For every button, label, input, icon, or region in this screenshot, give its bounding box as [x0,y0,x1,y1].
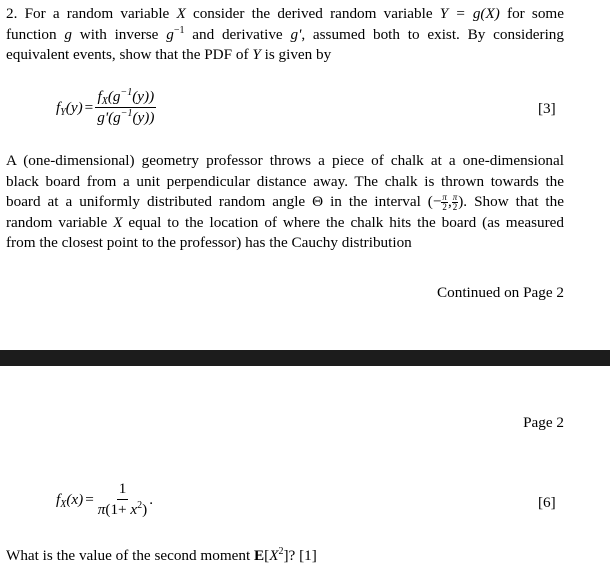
formula-lhs [56,491,83,509]
den-exponent: 2 [137,500,143,511]
den-arg-close: (y)) [132,109,155,126]
num-arg-close: (y)) [132,88,155,105]
den-exponent: −1 [120,108,133,119]
bracket-open: [ [264,547,270,564]
intro-text: is given by [260,46,332,63]
num-arg: (g [107,88,121,105]
lhs-argument: (y) [65,98,83,116]
equals-sign: = [85,490,94,508]
body-text: in the interval (− [323,193,442,210]
intro-text: with inverse [72,25,167,43]
interval-comma: , [447,193,452,210]
formula-fraction [96,480,149,519]
question-text: What is the value of the second moment [6,547,254,564]
theta-symbol: Θ [312,193,324,210]
pi-symbol: π [452,192,458,203]
question-2-body [6,151,564,254]
page-2 [0,366,610,572]
lhs-argument: (x) [66,490,84,508]
question-2-intro [6,4,564,66]
fraction-numerator [95,88,156,108]
fraction-denominator [96,500,149,519]
lhs-f: f [56,98,61,116]
g-prime: g' [290,25,302,43]
continued-note: Continued on Page 2 [437,284,564,301]
g-inverse-base: g [166,25,174,43]
num-subscript: X [101,96,108,107]
exponent-two: 2 [278,546,284,557]
den-open: (1+ [105,501,131,518]
cauchy-pdf-formula [56,480,153,519]
var-x: X [113,213,123,231]
intro-text: 2. For a random variable [6,5,177,22]
formula-lhs [56,99,83,117]
num-exponent: −1 [120,87,133,98]
bracket-close: ] [283,547,289,564]
pi-symbol: π [97,501,106,518]
num-f: f [97,88,102,105]
intro-text: and derivative [184,25,291,43]
var-x: X [176,5,186,22]
second-moment-question [6,546,566,567]
var-y: Y [252,46,261,63]
question-text: ? [1] [288,547,317,564]
fraction-denominator [95,108,156,127]
var-g: g [64,25,72,43]
den-close: ) [142,501,148,518]
pi-symbol: π [442,192,447,203]
fraction-numerator: 1 [117,480,129,500]
expectation-operator: E [254,547,265,564]
formula-period: . [149,490,154,508]
lhs-subscript: Y [60,106,66,118]
intro-text: for some function [6,5,564,43]
intro-text: , assumed both to exist. By considering equivalent events, show that the PDF of [6,25,564,63]
den-arg: g'(g [97,109,121,126]
intro-text: consider the derived random variable [185,5,440,22]
body-text: A (one-dimensional) geometry professor throws a piece of chalk at a one-dimensional black board from a unit perpendicular distance away. The chalk is thrown towards the board at a uniformly distributed random angle [6,152,564,210]
page-separator [0,350,610,366]
marks-label: [6] [538,494,556,511]
pdf-transform-formula [56,88,156,127]
body-text: equal to the location of where the chalk hits the board (as measured from the closest point to the professor) has the Cauchy distribution [6,213,564,251]
formula-fraction [95,88,156,127]
lhs-subscript: X [60,498,67,510]
denominator-two: 2 [452,202,458,213]
marks-label: [3] [538,100,556,117]
denominator-two: 2 [442,202,447,213]
den-x: x [130,501,138,518]
var-x: X [269,547,279,564]
body-text: ). Show that the random variable [6,193,564,231]
lhs-f: f [56,490,61,508]
g-inverse-exponent: −1 [173,24,185,36]
equals-sign: = [84,98,94,116]
page-number: Page 2 [523,414,564,431]
y-definition: Y = g(X) [439,5,500,22]
